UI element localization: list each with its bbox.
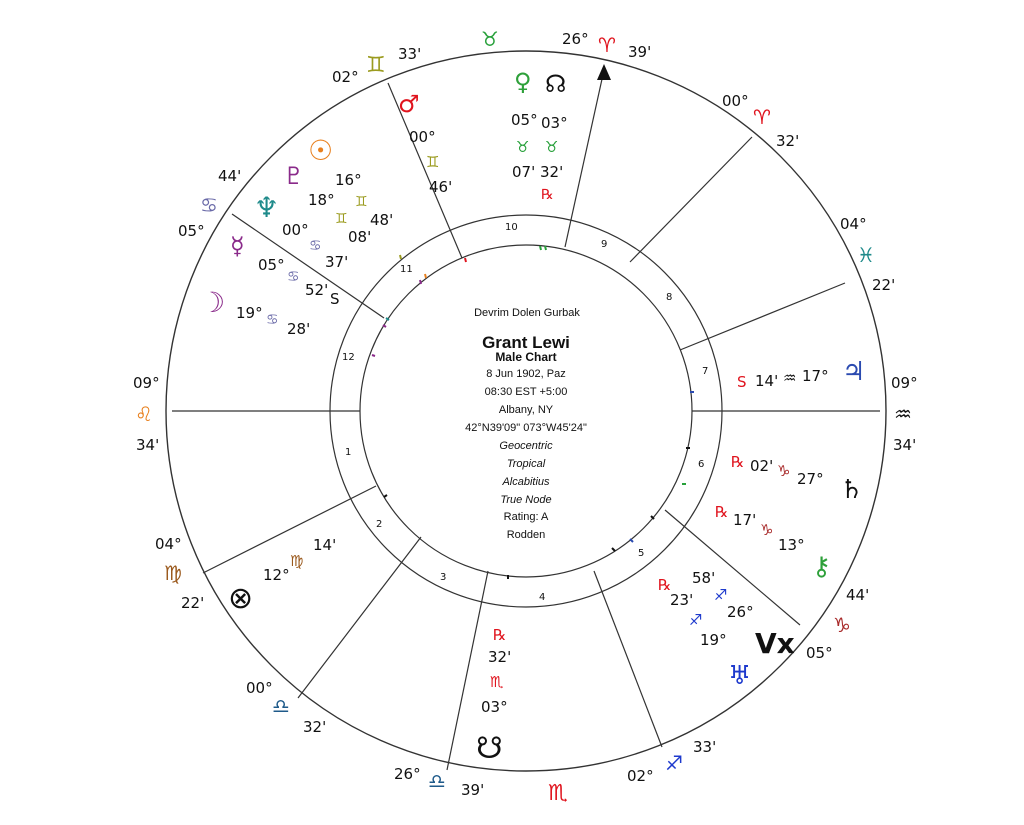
moon-degree: 19° xyxy=(236,304,263,322)
cusp-minute: 39' xyxy=(461,781,485,799)
mercury-degree: 05° xyxy=(258,256,285,274)
mc-arrow xyxy=(597,64,611,80)
cancer-sign-icon: ♋ xyxy=(287,269,300,285)
mercury-icon: ☿ xyxy=(230,232,245,260)
pluto-degree: 18° xyxy=(308,191,335,209)
mars-icon: ♂ xyxy=(398,90,420,118)
mars-degree: 00° xyxy=(409,128,436,146)
cusp-minute: 34' xyxy=(893,436,917,454)
node-retrograde-icon: ℞ xyxy=(541,187,554,203)
jupiter-station-label: S xyxy=(737,373,747,391)
cusp-degree: 00° xyxy=(722,92,749,110)
north-node-icon: ☊ xyxy=(545,70,567,98)
house-number: 11 xyxy=(400,264,413,275)
house-number: 6 xyxy=(698,459,705,470)
sagittarius-sign-icon: ♐ xyxy=(665,751,683,775)
cusp-minute: 34' xyxy=(136,436,160,454)
jupiter-icon: ♃ xyxy=(842,357,866,387)
cancer-sign-icon: ♋ xyxy=(309,238,322,254)
chiron-degree: 13° xyxy=(778,536,805,554)
aries-sign-icon: ♈ xyxy=(753,105,771,129)
chart-name: Grant Lewi xyxy=(482,333,570,352)
saturn-retrograde-icon: ℞ xyxy=(731,453,745,471)
taurus-sign-icon: ♉ xyxy=(545,138,559,156)
south-node-minute: 32' xyxy=(488,648,512,666)
uranus-icon: ♅ xyxy=(728,661,752,691)
house-number: 4 xyxy=(539,592,546,603)
vertex-icon: Vx xyxy=(755,627,795,660)
jupiter-degree: 17° xyxy=(802,367,829,385)
house-number: 1 xyxy=(345,447,352,458)
mars-minute: 46' xyxy=(429,178,453,196)
chart-type: Male Chart xyxy=(495,350,557,364)
fortune-degree: 12° xyxy=(263,566,290,584)
chart-coords: 42°N39'09" 073°W45'24" xyxy=(465,422,587,434)
neptune-degree: 00° xyxy=(282,221,309,239)
cusp-degree: 04° xyxy=(155,535,182,553)
chart-rating: Rating: A xyxy=(503,511,549,523)
house-number: 5 xyxy=(638,548,645,559)
aquarius-sign-icon: ♒ xyxy=(894,402,912,426)
saturn-degree: 27° xyxy=(797,470,824,488)
capricorn-sign-icon: ♑ xyxy=(833,613,851,637)
sagittarius-sign-icon: ♐ xyxy=(689,611,703,629)
leo-sign-icon: ♌ xyxy=(135,402,153,426)
uranus-minute: 23' xyxy=(670,591,694,609)
cusp-minute: 22' xyxy=(872,276,896,294)
pluto-minute: 08' xyxy=(348,228,372,246)
fortune-minute: 14' xyxy=(313,536,337,554)
node-minute: 32' xyxy=(540,163,564,181)
cusp-minute: 33' xyxy=(398,45,422,63)
chart-author: Devrim Dolen Gurbak xyxy=(474,307,580,319)
libra-sign-icon: ♎ xyxy=(428,769,446,793)
sagittarius-sign-icon: ♐ xyxy=(714,586,728,604)
neptune-icon: ♆ xyxy=(254,191,280,224)
cusp-degree: 04° xyxy=(840,215,867,233)
aquarius-sign-icon: ♒ xyxy=(783,369,797,387)
virgo-sign-icon: ♍ xyxy=(290,552,304,570)
sun-icon: ☉ xyxy=(308,134,334,167)
chiron-retrograde-icon: ℞ xyxy=(715,503,729,521)
sun-minute: 48' xyxy=(370,211,394,229)
pisces-sign-icon: ♓ xyxy=(857,243,875,267)
cusp-minute: 44' xyxy=(846,586,870,604)
venus-icon: ♀ xyxy=(514,68,532,96)
cusp-minute: 39' xyxy=(628,43,652,61)
gemini-sign-icon: ♊ xyxy=(335,211,348,227)
part-of-fortune-icon: ⊗ xyxy=(228,581,254,616)
vertex-degree: 26° xyxy=(727,603,754,621)
venus-degree: 05° xyxy=(511,111,538,129)
neptune-minute: 37' xyxy=(325,253,349,271)
cusp-minute: 32' xyxy=(776,132,800,150)
cancer-sign-icon: ♋ xyxy=(266,312,279,328)
cusp-minute: 22' xyxy=(181,594,205,612)
mercury-station-label: S xyxy=(330,290,340,308)
house-number: 12 xyxy=(342,352,355,363)
chart-place: Albany, NY xyxy=(498,404,554,416)
house-number: 3 xyxy=(440,572,447,583)
cusp-degree: 09° xyxy=(891,374,918,392)
uranus-degree: 19° xyxy=(700,631,727,649)
cusp-degree: 00° xyxy=(246,679,273,697)
gemini-sign-icon: ♊ xyxy=(366,53,386,78)
cusp-degree: 09° xyxy=(133,374,160,392)
taurus-sign-icon: ♉ xyxy=(516,138,530,156)
house-number: 7 xyxy=(702,366,709,377)
aries-sign-icon: ♈ xyxy=(598,33,616,57)
moon-icon: ☽ xyxy=(200,286,226,319)
house-number: 10 xyxy=(505,222,518,233)
capricorn-sign-icon: ♑ xyxy=(777,462,791,480)
saturn-minute: 02' xyxy=(750,457,774,475)
sun-degree: 16° xyxy=(335,171,362,189)
chart-system: Geocentric xyxy=(499,440,553,452)
gemini-sign-icon: ♊ xyxy=(355,194,368,210)
house-number: 9 xyxy=(601,239,608,250)
cusp-minute: 32' xyxy=(303,718,327,736)
chart-source: Rodden xyxy=(506,529,546,541)
cusp-degree: 26° xyxy=(394,765,421,783)
chart-time: 08:30 EST +5:00 xyxy=(484,386,568,398)
moon-minute: 28' xyxy=(287,320,311,338)
chiron-minute: 17' xyxy=(733,511,757,529)
cusp-minute: 33' xyxy=(693,738,717,756)
mercury-minute: 52' xyxy=(305,281,329,299)
taurus-sign-icon: ♉ xyxy=(481,27,499,51)
south-node-degree: 03° xyxy=(481,698,508,716)
chiron-icon: ⚷ xyxy=(812,552,832,582)
capricorn-sign-icon: ♑ xyxy=(760,521,774,539)
uranus-retrograde-icon: ℞ xyxy=(658,576,672,594)
chart-info xyxy=(465,307,587,541)
node-degree: 03° xyxy=(541,114,568,132)
chart-date: 8 Jun 1902, Paz xyxy=(486,368,566,380)
vertex-minute: 58' xyxy=(692,569,716,587)
pluto-icon: ♇ xyxy=(283,162,305,190)
libra-sign-icon: ♎ xyxy=(272,694,290,718)
house-number: 2 xyxy=(376,519,383,530)
gemini-sign-icon: ♊ xyxy=(426,153,440,171)
cusp-degree: 02° xyxy=(332,68,359,86)
cusp-degree: 02° xyxy=(627,767,654,785)
south-node-icon: ☋ xyxy=(476,731,503,766)
jupiter-minute: 14' xyxy=(755,372,779,390)
chart-zodiac: Tropical xyxy=(506,458,546,470)
virgo-sign-icon: ♍ xyxy=(164,561,182,585)
chart-node-type: True Node xyxy=(500,494,552,506)
cusp-degree: 26° xyxy=(562,30,589,48)
saturn-icon: ♄ xyxy=(840,475,864,505)
cusp-minute: 44' xyxy=(218,167,242,185)
south-node-retrograde-icon: ℞ xyxy=(493,626,507,644)
scorpio-sign-icon: ♏ xyxy=(490,673,504,691)
chart-house-system: Alcabitius xyxy=(502,476,550,488)
scorpio-sign-icon: ♏ xyxy=(548,781,568,806)
cusp-degree: 05° xyxy=(806,644,833,662)
cusp-degree: 05° xyxy=(178,222,205,240)
house-number: 8 xyxy=(666,292,673,303)
cancer-sign-icon: ♋ xyxy=(200,193,218,217)
planet-labels xyxy=(200,68,865,766)
venus-minute: 07' xyxy=(512,163,536,181)
